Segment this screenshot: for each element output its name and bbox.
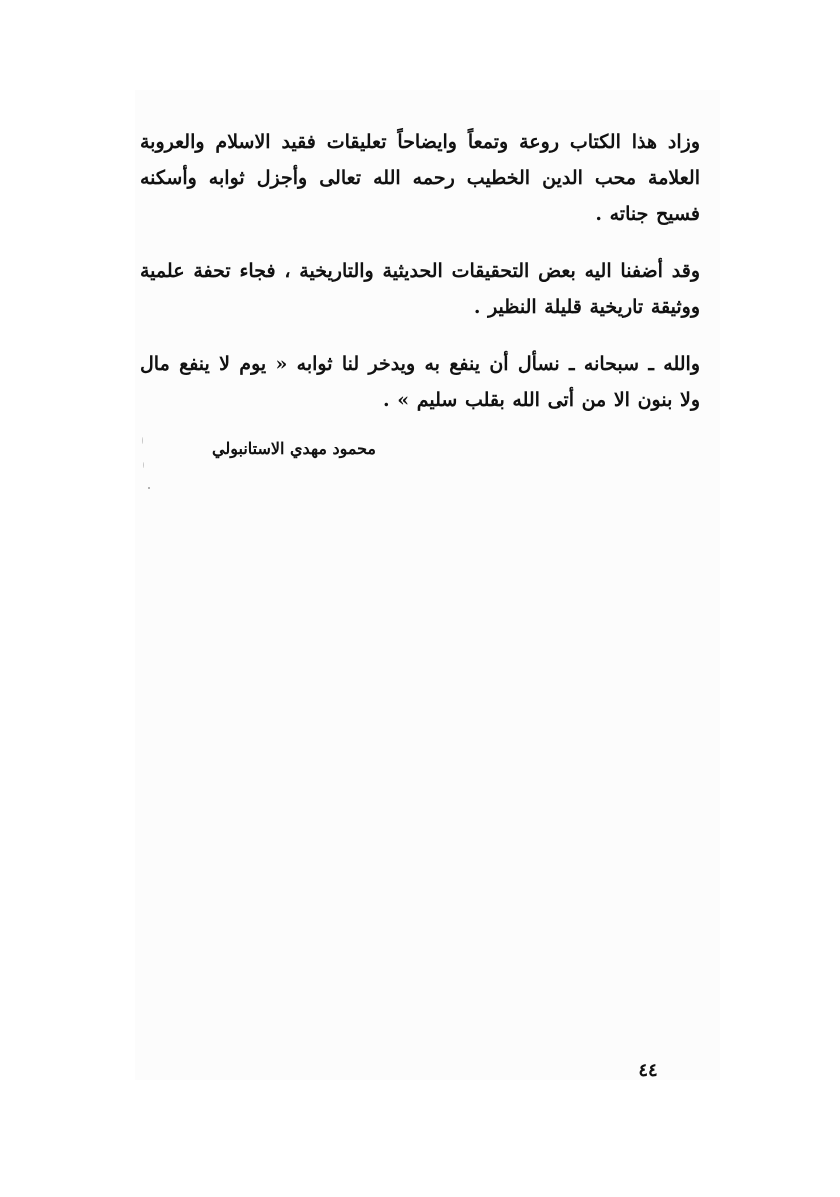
- author-signature: محمود مهدي الاستانبولي: [212, 439, 376, 458]
- paragraph-2: وقد أضفنا اليه بعض التحقيقات الحديثية والتاريخية ، فجاء تحفة علمية ووثيقة تاريخية قليلة النظير .: [140, 260, 700, 318]
- scan-speck: [142, 437, 143, 444]
- paragraph-3: والله ـ سبحانه ـ نسأل أن ينفع به ويدخر لنا ثوابه « يوم لا ينفع مال ولا بنون الا من أتى الله بقلب سليم » .: [140, 353, 700, 411]
- page-body: [140, 124, 700, 439]
- paragraph-1: وزاد هذا الكتاب روعة وتمعاً وايضاحاً تعليقات فقيد الاسلام والعروبة العلامة محب الدين الخطيب رحمه الله تعالى وأجزل ثوابه وأسكنه فسيح جناته .: [140, 131, 700, 225]
- page-number: ٤٤: [638, 1060, 658, 1081]
- scan-speck: [148, 487, 150, 489]
- scan-speck: [143, 462, 144, 468]
